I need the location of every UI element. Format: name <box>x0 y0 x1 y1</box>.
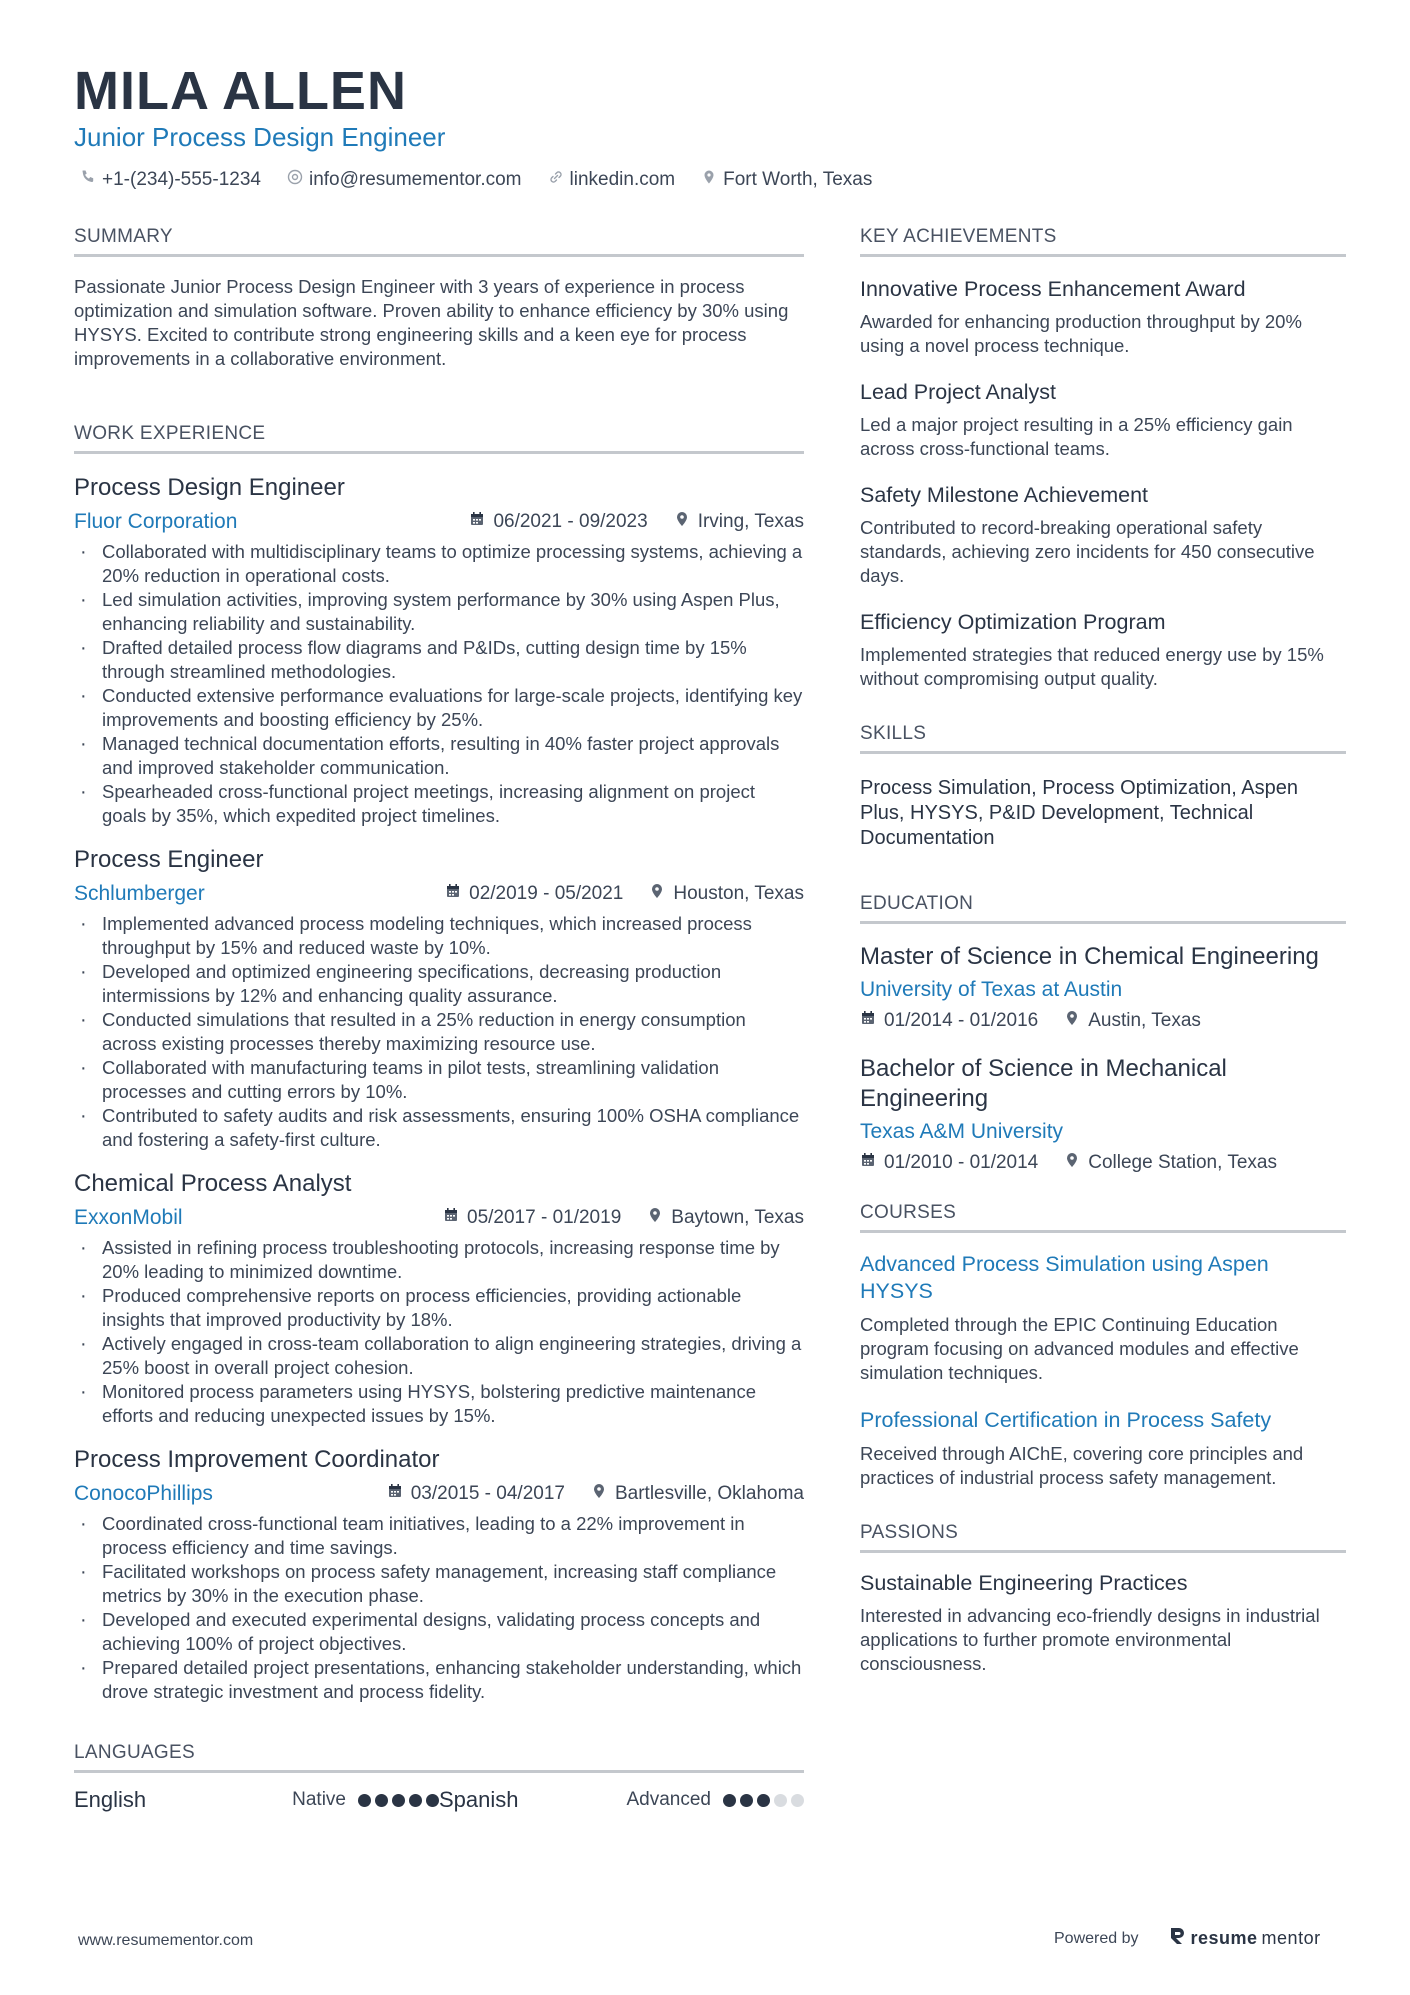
job-entry <box>74 1446 804 1704</box>
job-bullet: · Spearheaded cross-functional project meetings, increasing alignment on project goals by 35%, which expedited project timelines. <box>74 780 804 828</box>
calendar-icon <box>860 1010 876 1032</box>
job-title: Process Design Engineer <box>74 474 345 501</box>
job-entry <box>74 1170 804 1428</box>
candidate-name: MILA ALLEN <box>74 61 407 121</box>
proficiency-dot-filled <box>358 1794 371 1807</box>
course-desc: Received through AIChE, covering core principles and practices of industrial process safety management. <box>860 1443 1304 1488</box>
course-item <box>860 1407 1346 1490</box>
brand-mark-icon <box>1169 1926 1187 1951</box>
job-bullet: · Conducted extensive performance evaluations for large-scale projects, identifying key improvements and boosting efficiency by 25%. <box>74 684 804 732</box>
calendar-icon <box>387 1483 403 1505</box>
achievement-title: Lead Project Analyst <box>860 380 1057 404</box>
location-pin-icon <box>674 511 690 533</box>
language-level: Native <box>292 1789 346 1810</box>
job-bullet: · Drafted detailed process flow diagrams and P&IDs, cutting design time by 15% through streamlined methodologies. <box>74 636 804 684</box>
language-dots <box>358 1794 439 1807</box>
experience-heading: WORK EXPERIENCE <box>74 423 804 454</box>
education-school: Texas A&M University <box>860 1120 1064 1143</box>
language-name: English <box>74 1787 147 1812</box>
calendar-icon <box>860 1152 876 1174</box>
location-pin-icon <box>649 883 665 905</box>
contact-email[interactable] <box>287 169 522 191</box>
education-dates: 01/2014 - 01/2016 <box>884 1010 1039 1031</box>
education-school: University of Texas at Austin <box>860 978 1123 1001</box>
education-item <box>860 942 1346 1032</box>
skills-section <box>860 723 1346 851</box>
education-dates: 01/2010 - 01/2014 <box>884 1152 1039 1173</box>
education-item <box>860 1054 1346 1174</box>
summary-text: Passionate Junior Process Design Engineer with 3 years of experience in process optimization and simulation software. Proven ability to enhance efficiency by 30% using HYSYS. Excited to contribute strong engineering skills and a keen eye for process improvements in a collaborative environment. <box>74 276 789 369</box>
language-item <box>439 1787 804 1813</box>
passion-title: Sustainable Engineering Practices <box>860 1571 1188 1595</box>
company-name: Schlumberger <box>74 882 205 905</box>
achievement-desc: Implemented strategies that reduced energy use by 15% without compromising output quality. <box>860 644 1324 689</box>
job-bullet: · Led simulation activities, improving system performance by 30% using Aspen Plus, enhancing reliability and sustainability. <box>74 588 804 636</box>
left-column <box>74 226 804 1813</box>
company-name: ExxonMobil <box>74 1206 183 1229</box>
link-icon <box>548 169 564 191</box>
achievement-desc: Contributed to record-breaking operational safety standards, achieving zero incidents for 450 consecutive days. <box>860 517 1315 586</box>
email-text: info@resumementor.com <box>308 169 522 190</box>
job-bullet: · Developed and optimized engineering specifications, decreasing production intermissions by 12% and enhancing quality assurance. <box>74 960 804 1008</box>
skills-heading: SKILLS <box>860 723 1346 754</box>
contact-linkedin[interactable] <box>548 169 676 191</box>
job-bullet: · Developed and executed experimental designs, validating process concepts and achieving 100% of project objectives. <box>74 1608 804 1656</box>
job-bullet: · Conducted simulations that resulted in a 25% reduction in energy consumption across existing processes thereby maximizing resource use. <box>74 1008 804 1056</box>
passion-item <box>860 1571 1346 1676</box>
language-item <box>74 1787 439 1813</box>
job-title: Process Engineer <box>74 846 264 873</box>
company-name: Fluor Corporation <box>74 510 238 533</box>
achievement-title: Safety Milestone Achievement <box>860 483 1149 507</box>
contact-phone[interactable] <box>80 169 261 191</box>
education-location: Austin, Texas <box>1088 1010 1201 1031</box>
achievement-title: Innovative Process Enhancement Award <box>860 277 1246 301</box>
location-text: Fort Worth, Texas <box>723 169 873 190</box>
course-title: Advanced Process Simulation using Aspen HYSYS <box>860 1252 1269 1303</box>
achievements-section <box>860 226 1346 691</box>
powered-by-label: Powered by <box>1054 1929 1139 1947</box>
passions-section <box>860 1522 1346 1676</box>
brand-rest: mentor <box>1261 1928 1321 1948</box>
proficiency-dot-filled <box>409 1794 422 1807</box>
location-pin-icon <box>591 1483 607 1505</box>
skills-text: Process Simulation, Process Optimization, Aspen Plus, HYSYS, P&ID Development, Technical Documentation <box>860 777 1298 849</box>
job-dates: 06/2021 - 09/2023 <box>493 511 648 532</box>
job-bullets <box>74 540 804 828</box>
location-pin-icon <box>1064 1010 1080 1032</box>
job-bullets <box>74 912 804 1152</box>
course-title: Professional Certification in Process Safety <box>860 1408 1272 1432</box>
at-icon <box>287 169 303 191</box>
job-dates: 03/2015 - 04/2017 <box>410 1483 565 1504</box>
proficiency-dot-filled <box>723 1794 736 1807</box>
achievement-item <box>860 380 1346 461</box>
job-location: Baytown, Texas <box>671 1207 804 1228</box>
job-bullet: · Facilitated workshops on process safety management, increasing staff compliance metrics by 30% in the execution phase. <box>74 1560 804 1608</box>
location-pin-icon <box>701 169 717 191</box>
job-bullets <box>74 1512 804 1704</box>
passions-heading: PASSIONS <box>860 1522 1346 1553</box>
summary-heading: SUMMARY <box>74 226 804 257</box>
language-name: Spanish <box>439 1787 519 1812</box>
job-bullet: · Produced comprehensive reports on process efficiencies, providing actionable insights that improved productivity by 18%. <box>74 1284 804 1332</box>
job-bullet: · Actively engaged in cross-team collaboration to align engineering strategies, driving a 25% boost in overall project cohesion. <box>74 1332 804 1380</box>
job-entry <box>74 846 804 1152</box>
course-desc: Completed through the EPIC Continuing Education program focusing on advanced modules and effective simulation techniques. <box>860 1314 1299 1383</box>
location-pin-icon <box>647 1207 663 1229</box>
experience-section <box>74 423 804 1704</box>
achievement-desc: Awarded for enhancing production throughput by 20% using a novel process technique. <box>860 311 1302 356</box>
achievement-item <box>860 277 1346 358</box>
passion-desc: Interested in advancing eco-friendly designs in industrial applications to further promote environmental consciousness. <box>860 1605 1320 1674</box>
job-entry <box>74 474 804 828</box>
job-bullet: · Coordinated cross-functional team initiatives, leading to a 22% improvement in process efficiency and time savings. <box>74 1512 804 1560</box>
languages-section <box>74 1742 804 1813</box>
proficiency-dot-empty <box>791 1794 804 1807</box>
achievement-desc: Led a major project resulting in a 25% efficiency gain across cross-functional teams. <box>860 414 1293 459</box>
job-bullet: · Collaborated with manufacturing teams in pilot tests, streamlining validation processes and cutting errors by 10%. <box>74 1056 804 1104</box>
achievement-item <box>860 483 1346 588</box>
company-name: ConocoPhillips <box>74 1482 213 1505</box>
brand-bold: resume <box>1190 1928 1258 1948</box>
phone-icon <box>80 169 96 191</box>
language-level: Advanced <box>626 1789 711 1810</box>
job-bullets <box>74 1236 804 1428</box>
job-bullet: · Implemented advanced process modeling techniques, which increased process throughput by 15% and reduced waste by 10%. <box>74 912 804 960</box>
proficiency-dot-empty <box>774 1794 787 1807</box>
calendar-icon <box>445 883 461 905</box>
education-degree: Bachelor of Science in Mechanical Engineering <box>860 1055 1227 1112</box>
calendar-icon <box>469 511 485 533</box>
proficiency-dot-filled <box>392 1794 405 1807</box>
languages-heading: LANGUAGES <box>74 1742 804 1773</box>
candidate-title: Junior Process Design Engineer <box>74 122 446 152</box>
job-location: Bartlesville, Oklahoma <box>614 1483 804 1504</box>
education-degree: Master of Science in Chemical Engineering <box>860 943 1319 970</box>
job-bullet: · Assisted in refining process troubleshooting protocols, increasing response time by 20% leading to minimized downtime. <box>74 1236 804 1284</box>
contact-location <box>701 169 872 191</box>
job-title: Process Improvement Coordinator <box>74 1446 440 1473</box>
footer-website[interactable]: www.resumementor.com <box>78 1932 254 1949</box>
summary-section <box>74 226 804 371</box>
linkedin-text: linkedin.com <box>569 169 676 190</box>
language-dots <box>723 1794 804 1807</box>
job-bullet: · Collaborated with multidisciplinary teams to optimize processing systems, achieving a 20% reduction in operational costs. <box>74 540 804 588</box>
job-dates: 02/2019 - 05/2021 <box>469 883 624 904</box>
education-location: College Station, Texas <box>1088 1152 1277 1173</box>
footer-brand <box>1054 1926 1321 1951</box>
courses-heading: COURSES <box>860 1202 1346 1233</box>
phone-text: +1-(234)-555-1234 <box>102 169 261 190</box>
proficiency-dot-filled <box>426 1794 439 1807</box>
brand-logo[interactable] <box>1169 1926 1321 1951</box>
job-location: Irving, Texas <box>697 511 804 532</box>
job-bullet: · Managed technical documentation efforts, resulting in 40% faster project approvals and improved stakeholder communication. <box>74 732 804 780</box>
job-title: Chemical Process Analyst <box>74 1170 352 1197</box>
job-location: Houston, Texas <box>673 883 804 904</box>
proficiency-dot-filled <box>740 1794 753 1807</box>
achievements-heading: KEY ACHIEVEMENTS <box>860 226 1346 257</box>
education-heading: EDUCATION <box>860 893 1346 924</box>
contact-bar <box>80 169 872 191</box>
location-pin-icon <box>1064 1152 1080 1174</box>
job-bullet: · Prepared detailed project presentations, enhancing stakeholder understanding, which drove strategic investment and process fidelity. <box>74 1656 804 1704</box>
proficiency-dot-filled <box>375 1794 388 1807</box>
right-column <box>860 226 1346 1698</box>
job-bullet: · Monitored process parameters using HYSYS, bolstering predictive maintenance efforts and reducing unexpected issues by 15%. <box>74 1380 804 1428</box>
proficiency-dot-filled <box>757 1794 770 1807</box>
calendar-icon <box>443 1207 459 1229</box>
courses-section <box>860 1202 1346 1490</box>
achievement-title: Efficiency Optimization Program <box>860 610 1166 634</box>
job-bullet: · Contributed to safety audits and risk assessments, ensuring 100% OSHA compliance and fostering a safety-first culture. <box>74 1104 804 1152</box>
achievement-item <box>860 610 1346 691</box>
job-dates: 05/2017 - 01/2019 <box>467 1207 622 1228</box>
education-section <box>860 893 1346 1174</box>
course-item <box>860 1251 1346 1385</box>
